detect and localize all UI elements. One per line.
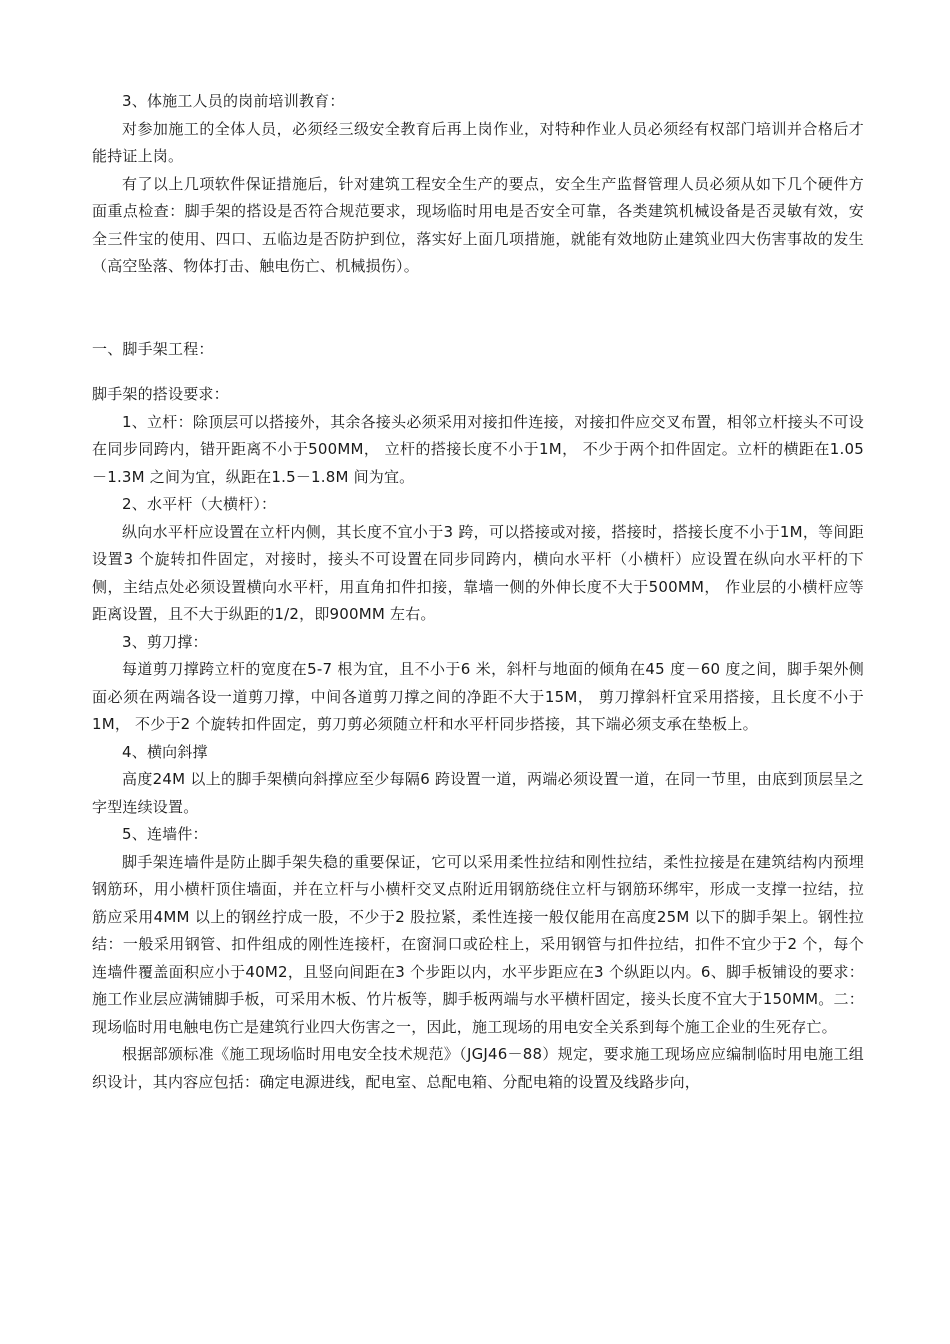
section-title: 一、脚手架工程： bbox=[92, 339, 214, 358]
closing-paragraph: 根据部颁标准《施工现场临时用电安全技术规范》（JGJ46－88）规定，要求施工现场应应编制临时用电施工组织设计，其内容应包括：确定电源进线，配电室、总配电箱、分配电箱的设置及线路步向， bbox=[92, 1045, 864, 1091]
intro-paragraph-2: 有了以上几项软件保证措施后，针对建筑工程安全生产的要点，安全生产监督管理人员必须从如下几个硬件方面重点检查：脚手架的搭设是否符合规范要求，现场临时用电是否安全可靠，各类建筑机械设备是否灵敏有效，安全三件宝的使用、四口、五临边是否防护到位，落实好上面几项措施，就能有效地防止建筑业四大伤害事故的发生（高空坠落、物体打击、触电伤亡、机械损伤）。 bbox=[92, 174, 864, 275]
item-3-heading: 3、剪刀撑： bbox=[122, 632, 208, 651]
item-1-upright-pole: 1、立杆：除顶层可以搭接外，其余各接头必须采用对接扣件连接，对接扣件应交叉布置，相邻立杆接头不可设在同步同跨内，错开距离不小于500MM， 立杆的搭接长度不小于1M， 不少于两个扣件固定。立杆的横距在1.05－1.3M 之间为宜，纵距在1.5－1.8M 间为宜。 bbox=[92, 412, 864, 486]
item-5-heading: 5、连墙件： bbox=[122, 825, 208, 843]
section-subtitle: 脚手架的搭设要求： bbox=[92, 385, 229, 403]
intro-paragraph-1: 对参加施工的全体人员，必须经三级安全教育后再上岗作业，对特种作业人员必须经有权部门培训并合格后才能持证上岗。 bbox=[92, 119, 864, 165]
intro-heading: 3、体施工人员的岗前培训教育： bbox=[122, 92, 345, 110]
item-4-body: 高度24M 以上的脚手架横向斜撑应至少每隔6 跨设置一道，两端必须设置一道，在同一节里，由底到顶层呈之字型连续设置。 bbox=[92, 770, 864, 816]
document-body bbox=[92, 88, 864, 1096]
item-2-body: 纵向水平杆应设置在立杆内侧，其长度不宜小于3 跨，可以搭接或对接，搭接时，搭接长度不小于1M，等间距设置3 个旋转扣件固定，对接时，接头不可设置在同步同跨内，横向水平杆（小横杆）应设置在纵向水平杆的下侧，主结点处必须设置横向水平杆，用直角扣件扣接，靠墙一侧的外伸长度不大于500MM， 作业层的小横杆应等距离设置，且不大于纵距的1/2，即900MM 左右。 bbox=[92, 522, 864, 623]
spacer bbox=[92, 281, 864, 336]
item-4-heading: 4、横向斜撑 bbox=[122, 742, 208, 761]
item-3-body: 每道剪刀撑跨立杆的宽度在5-7 根为宜，且不小于6 米，斜杆与地面的倾角在45 度－60 度之间，脚手架外侧面必须在两端各设一道剪刀撑，中间各道剪刀撑之间的净距不大于15M， 剪刀撑斜杆宜采用搭接，且长度不小于1M， 不少于2 个旋转扣件固定，剪刀剪必须随立杆和水平杆同步搭接，其下端必须支承在垫板上。 bbox=[92, 660, 864, 733]
item-2-heading: 2、水平杆（大横杆）： bbox=[122, 495, 277, 513]
item-5-body: 脚手架连墙件是防止脚手架失稳的重要保证，它可以采用柔性拉结和刚性拉结，柔性拉接是在建筑结构内预埋钢筋环，用小横杆顶住墙面，并在立杆与小横杆交叉点附近用钢筋绕住立杆与钢筋环绑牢，形成一支撑一拉结，拉筋应采用4MM 以上的钢丝拧成一股，不少于2 股拉紧，柔性连接一般仅能用在高度25M 以下的脚手架上。钢性拉结：一般采用钢管、扣件组成的刚性连接杆，在窗洞口或砼柱上，采用钢管与扣件拉结，扣件不宜少于2 个，每个连墙件覆盖面积应小于40M2，且竖向间距在3 个步距以内，水平步距应在3 个纵距以内。6、脚手板铺设的要求：施工作业层应满铺脚手板，可采用木板、竹片板等，脚手板两端与水平横杆固定，接头长度不宜大于150MM。二：现场临时用电触电伤亡是建筑行业四大伤害之一，因此，施工现场的用电安全关系到每个施工企业的生死存亡。 bbox=[92, 852, 864, 1036]
